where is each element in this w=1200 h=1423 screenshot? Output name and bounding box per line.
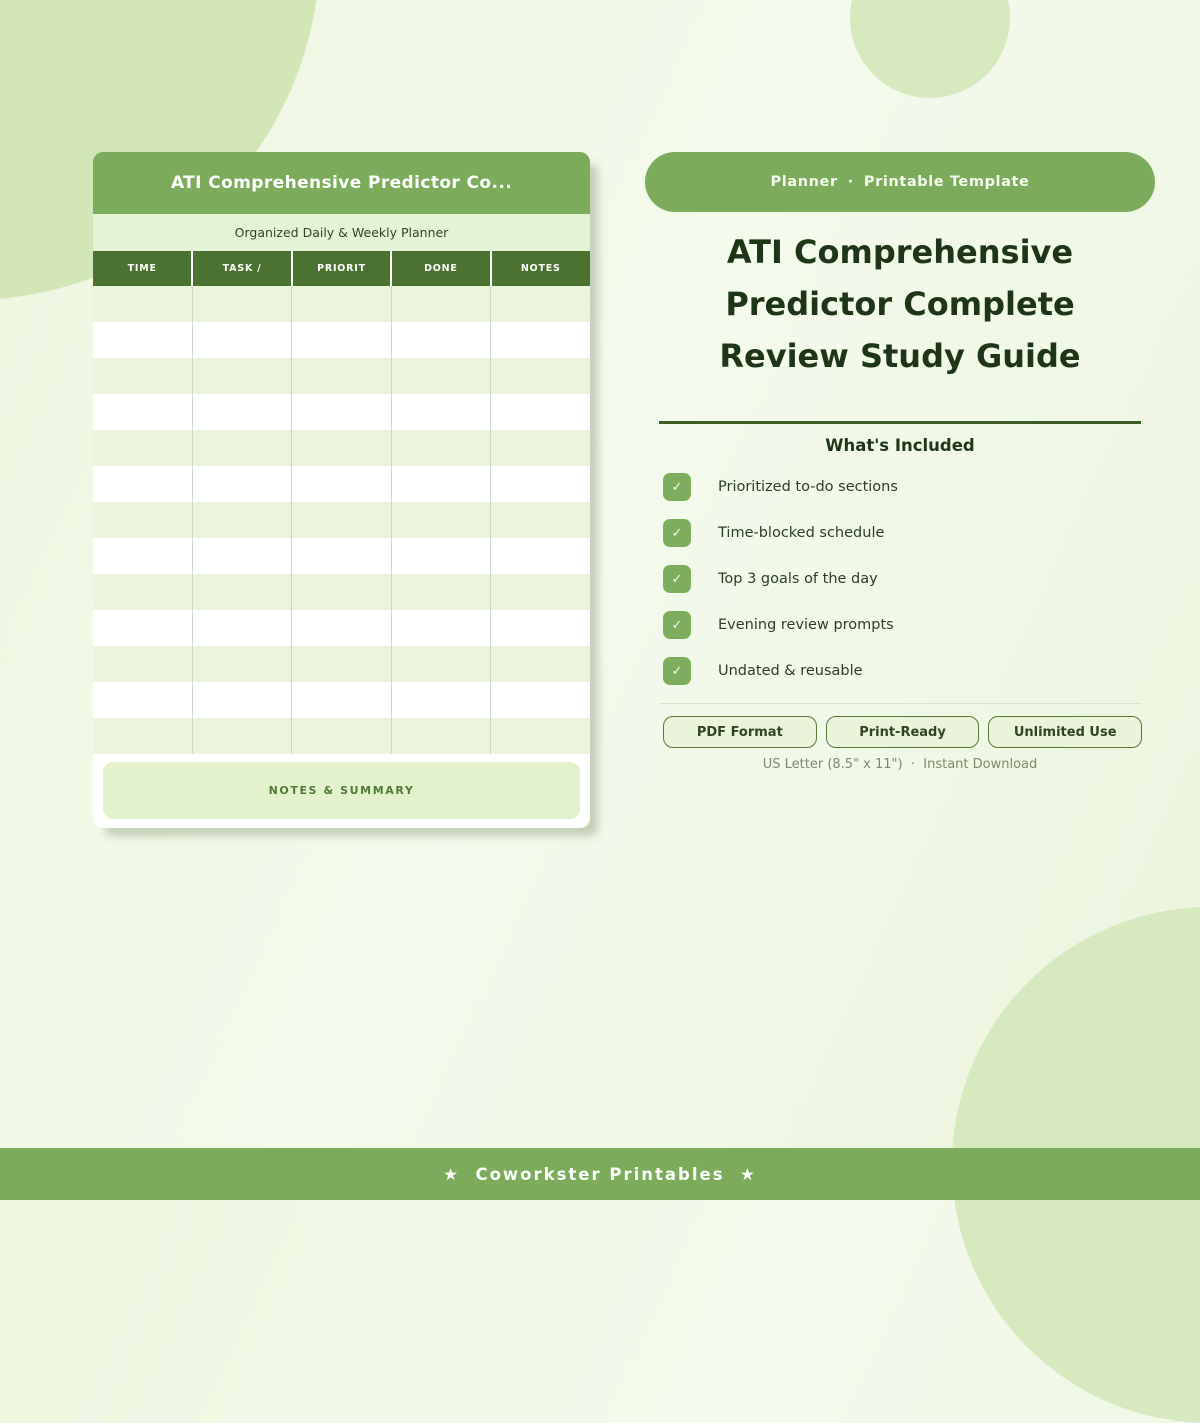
table-cell — [192, 574, 291, 610]
checkmark-icon: ✓ — [663, 565, 691, 593]
page-title-line-2: Predictor Complete — [725, 285, 1075, 323]
planner-column-header: DONE — [391, 251, 490, 286]
table-cell — [292, 610, 391, 646]
table-row — [93, 718, 590, 754]
checkmark-icon: ✓ — [663, 611, 691, 639]
table-row — [93, 538, 590, 574]
planner-table-header-row — [93, 251, 590, 286]
table-cell — [192, 718, 291, 754]
page-title-line-1: ATI Comprehensive — [726, 233, 1074, 271]
planner-card-title: ATI Comprehensive Predictor Co... — [170, 173, 513, 193]
table-cell — [491, 718, 590, 754]
table-cell — [491, 538, 590, 574]
table-cell — [292, 394, 391, 430]
table-cell — [391, 322, 490, 358]
table-cell — [491, 394, 590, 430]
table-cell — [491, 322, 590, 358]
table-cell — [491, 430, 590, 466]
table-cell — [93, 430, 192, 466]
included-item — [663, 657, 1155, 685]
included-item-label: Top 3 goals of the day — [718, 571, 878, 587]
planner-column-header: TASK / — [192, 251, 291, 286]
table-cell — [292, 718, 391, 754]
planner-table — [93, 251, 590, 754]
decor-circle-top-right — [850, 0, 1010, 98]
table-cell — [93, 358, 192, 394]
table-row — [93, 502, 590, 538]
table-cell — [391, 358, 490, 394]
planner-column-header: TIME — [93, 251, 192, 286]
feature-chip-button[interactable]: Print-Ready — [826, 716, 980, 748]
included-item-label: Evening review prompts — [718, 617, 894, 633]
table-cell — [93, 610, 192, 646]
table-cell — [93, 574, 192, 610]
table-cell — [93, 538, 192, 574]
table-cell — [192, 286, 291, 322]
checkmark-icon: ✓ — [663, 473, 691, 501]
table-cell — [292, 322, 391, 358]
included-item — [663, 519, 1155, 547]
table-cell — [292, 466, 391, 502]
table-row — [93, 322, 590, 358]
table-cell — [391, 646, 490, 682]
table-row — [93, 682, 590, 718]
table-cell — [192, 646, 291, 682]
planner-card-subtitle: Organized Daily & Weekly Planner — [93, 214, 590, 251]
table-cell — [491, 574, 590, 610]
table-cell — [391, 610, 490, 646]
whats-included-heading: What's Included — [825, 436, 975, 455]
table-cell — [93, 286, 192, 322]
table-cell — [93, 394, 192, 430]
planner-table-head — [93, 251, 590, 286]
table-row — [93, 466, 590, 502]
planner-column-header: PRIORIT — [292, 251, 391, 286]
table-cell — [391, 286, 490, 322]
table-cell — [292, 358, 391, 394]
table-cell — [292, 682, 391, 718]
table-cell — [192, 430, 291, 466]
section-divider — [659, 421, 1141, 424]
notes-summary-label: NOTES & SUMMARY — [268, 784, 415, 797]
features-divider — [659, 703, 1141, 704]
table-cell — [192, 358, 291, 394]
table-cell — [491, 502, 590, 538]
table-cell — [192, 502, 291, 538]
badge-type: Printable Template — [863, 174, 1030, 190]
table-cell — [192, 394, 291, 430]
table-cell — [491, 646, 590, 682]
planner-column-header: NOTES — [491, 251, 590, 286]
badge-separator-dot: · — [847, 174, 854, 190]
included-item-label: Prioritized to-do sections — [718, 479, 898, 495]
table-cell — [391, 718, 490, 754]
table-cell — [391, 430, 490, 466]
feature-buttons-row — [645, 716, 1155, 748]
feature-chip-button[interactable]: PDF Format — [663, 716, 817, 748]
table-row — [93, 610, 590, 646]
product-details — [645, 152, 1155, 772]
footer-brand-text: ★ Coworkster Printables ★ — [443, 1164, 757, 1184]
table-row — [93, 286, 590, 322]
table-cell — [292, 502, 391, 538]
table-cell — [93, 682, 192, 718]
badge-category: Planner — [770, 174, 838, 190]
table-cell — [491, 610, 590, 646]
planner-card-header — [93, 152, 590, 214]
checkmark-icon: ✓ — [663, 657, 691, 685]
table-cell — [491, 466, 590, 502]
included-item-label: Undated & reusable — [718, 663, 863, 679]
table-cell — [192, 466, 291, 502]
included-item — [663, 611, 1155, 639]
table-cell — [391, 682, 490, 718]
table-cell — [292, 574, 391, 610]
table-cell — [292, 430, 391, 466]
table-cell — [292, 646, 391, 682]
table-cell — [93, 322, 192, 358]
table-row — [93, 646, 590, 682]
footer-brand-bar — [0, 1148, 1200, 1200]
table-cell — [292, 286, 391, 322]
table-cell — [192, 538, 291, 574]
table-cell — [93, 502, 192, 538]
table-cell — [391, 394, 490, 430]
included-item-label: Time-blocked schedule — [718, 525, 885, 541]
table-cell — [93, 718, 192, 754]
table-cell — [93, 646, 192, 682]
table-cell — [391, 502, 490, 538]
table-row — [93, 574, 590, 610]
included-checklist — [645, 473, 1155, 685]
page-title-line-3: Review Study Guide — [719, 337, 1081, 375]
planner-table-body — [93, 286, 590, 754]
planner-preview-card — [93, 152, 590, 828]
page-title — [645, 226, 1155, 382]
table-cell — [391, 466, 490, 502]
notes-summary-box — [103, 762, 580, 819]
included-item — [663, 473, 1155, 501]
table-cell — [93, 466, 192, 502]
table-row — [93, 430, 590, 466]
checkmark-icon: ✓ — [663, 519, 691, 547]
table-cell — [491, 286, 590, 322]
format-meta-text: US Letter (8.5" x 11") · Instant Download — [762, 757, 1038, 772]
table-row — [93, 358, 590, 394]
table-cell — [192, 682, 291, 718]
table-cell — [292, 538, 391, 574]
included-item — [663, 565, 1155, 593]
table-cell — [491, 682, 590, 718]
table-cell — [391, 574, 490, 610]
table-row — [93, 394, 590, 430]
category-badge — [645, 152, 1155, 212]
table-cell — [491, 358, 590, 394]
table-cell — [192, 322, 291, 358]
table-cell — [391, 538, 490, 574]
feature-chip-button[interactable]: Unlimited Use — [988, 716, 1142, 748]
table-cell — [192, 610, 291, 646]
